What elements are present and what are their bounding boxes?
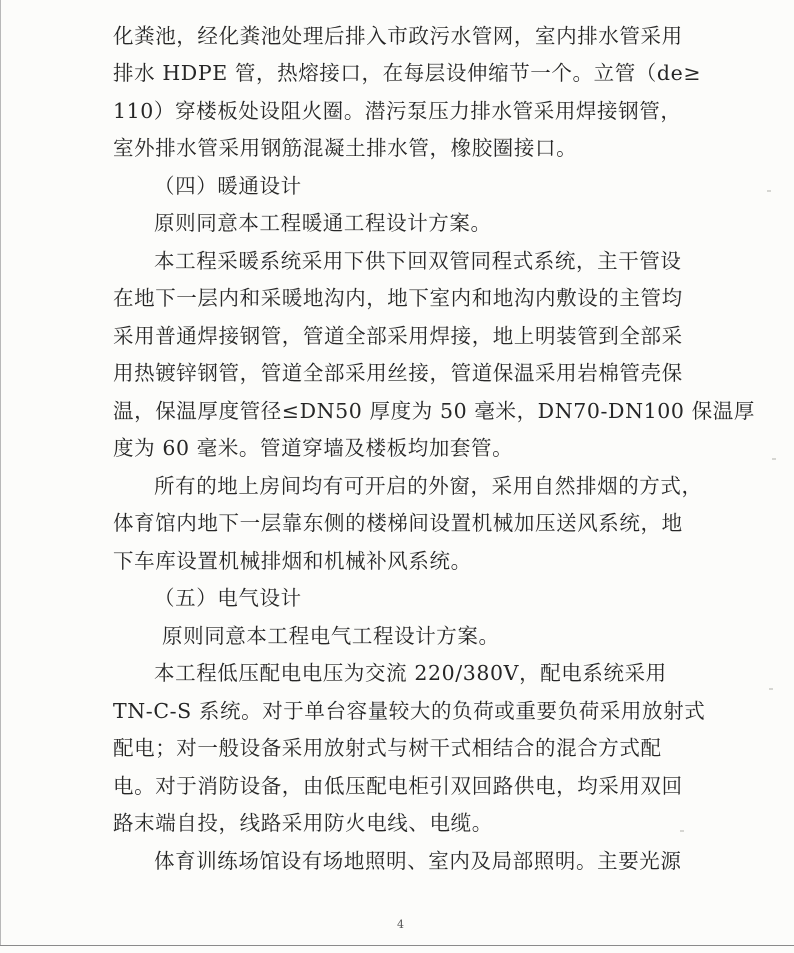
page-number: 4: [397, 918, 404, 931]
scan-speck: [767, 190, 771, 192]
text-line: 室外排水管采用钢筋混凝土排水管，橡胶圈接口。: [113, 136, 578, 160]
text-line: 本工程低压配电电压为交流 220/380V，配电系统采用: [154, 661, 667, 685]
text-line: 110）穿楼板处设阻火圈。潜污泵压力排水管采用焊接钢管，: [113, 99, 682, 123]
scan-speck: [772, 458, 776, 460]
section-heading-electrical: （五）电气设计: [154, 586, 302, 610]
text-line: 温，保温厚度管径≤DN50 厚度为 50 毫米，DN70-DN100 保温厚: [113, 399, 755, 423]
text-line: 排水 HDPE 管，热熔接口，在每层设伸缩节一个。立管（de≥: [113, 61, 702, 85]
text-line: 所有的地上房间均有可开启的外窗，采用自然排烟的方式，: [154, 474, 703, 498]
text-line: 原则同意本工程电气工程设计方案。: [162, 624, 500, 648]
text-line: 体育训练场馆设有场地照明、室内及局部照明。主要光源: [154, 849, 682, 873]
text-line: 化粪池，经化粪池处理后排入市政污水管网，室内排水管采用: [113, 24, 683, 48]
text-line: 用热镀锌钢管，管道全部采用丝接，管道保温采用岩棉管壳保: [113, 361, 683, 385]
section-heading-hvac: （四）暖通设计: [154, 174, 302, 198]
text-line: 配电；对一般设备采用放射式与树干式相结合的混合方式配: [113, 736, 662, 760]
text-line: 本工程采暖系统采用下供下回双管同程式系统，主干管设: [154, 249, 682, 273]
text-line: 采用普通焊接钢管，管道全部采用焊接，地上明装管到全部采: [113, 324, 683, 348]
text-line: 电。对于消防设备，由低压配电柜引双回路供电，均采用双回: [113, 774, 683, 798]
scan-speck: [680, 830, 684, 832]
text-line: 路末端自投，线路采用防火电线、电缆。: [113, 811, 493, 835]
text-line: 度为 60 毫米。管道穿墙及楼板均加套管。: [113, 436, 514, 460]
page-left-edge: [0, 0, 1, 946]
scan-speck: [769, 688, 773, 690]
page-bottom-edge: [0, 945, 794, 946]
text-line: 原则同意本工程暖通工程设计方案。: [154, 211, 492, 235]
text-line: 在地下一层内和采暖地沟内，地下室内和地沟内敷设的主管均: [113, 286, 683, 310]
text-line: 体育馆内地下一层靠东侧的楼梯间设置机械加压送风系统，地: [113, 511, 683, 535]
text-line: TN-C-S 系统。对于单台容量较大的负荷或重要负荷采用放射式: [113, 699, 706, 723]
text-line: 下车库设置机械排烟和机械补风系统。: [113, 549, 472, 573]
